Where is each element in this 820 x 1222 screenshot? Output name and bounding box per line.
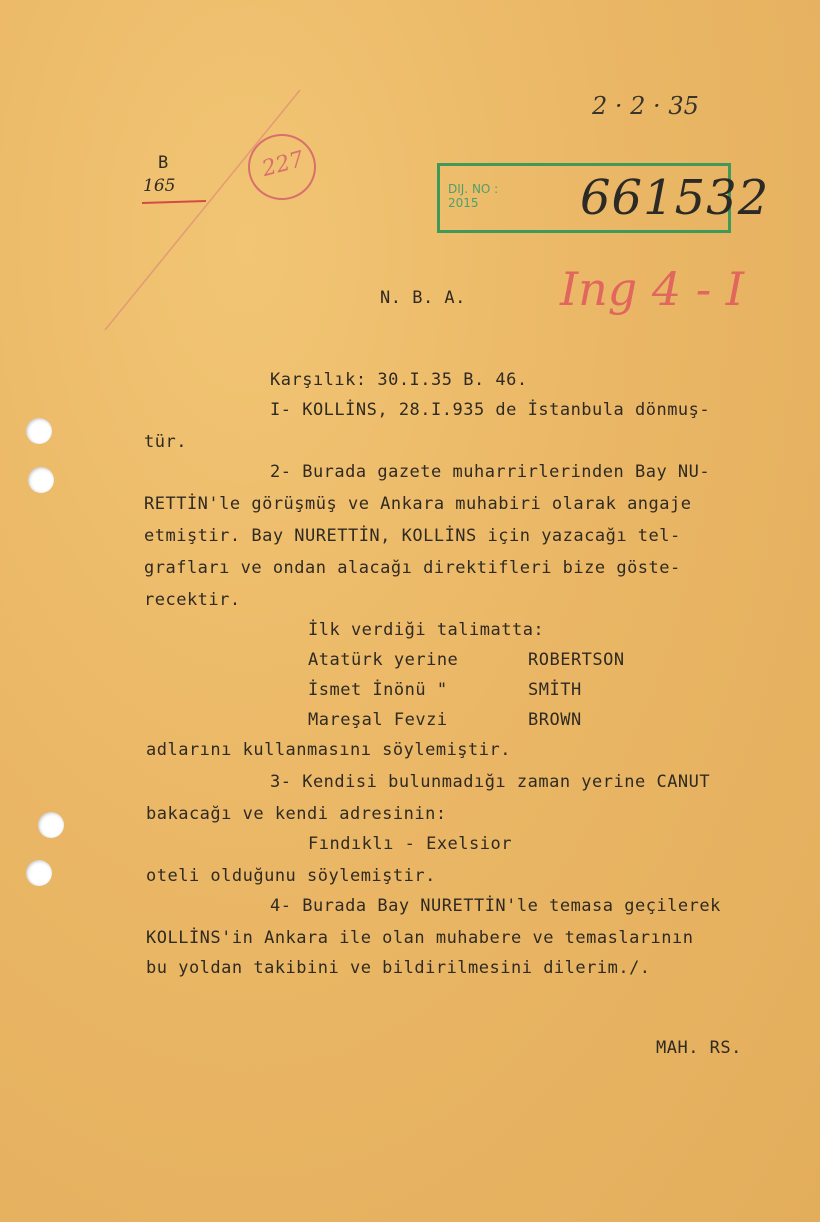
text-line: bu yoldan takibini ve bildirilmesini dilerim./. bbox=[146, 958, 651, 978]
text-line: bakacağı ve kendi adresinin: bbox=[146, 804, 447, 824]
text-line: 2- Burada gazete muharrirlerinden Bay NU- bbox=[270, 462, 711, 482]
stamp-label: DIJ. NO : 2015 bbox=[448, 182, 499, 210]
text-line: 4- Burada Bay NURETTİN'le temasa geçilerek bbox=[270, 896, 721, 916]
handwritten-code: Ing 4 - I bbox=[560, 262, 745, 316]
seal-number: 227 bbox=[259, 146, 307, 183]
text-line: grafları ve ondan alacağı direktifleri bize göste- bbox=[144, 558, 681, 578]
alias-name: Mareşal Fevzi bbox=[308, 710, 448, 730]
alias-name: Atatürk yerine bbox=[308, 650, 459, 670]
file-number: 165 bbox=[143, 176, 176, 196]
file-letter: B bbox=[158, 153, 169, 173]
text-line: 3- Kendisi bulunmadığı zaman yerine CANUT bbox=[270, 772, 711, 792]
red-circled-number bbox=[248, 134, 316, 200]
file-number-underline bbox=[140, 198, 210, 206]
text-line: etmiştir. Bay NURETTİN, KOLLİNS için yazacağı tel- bbox=[144, 526, 681, 546]
alias-code: BROWN bbox=[528, 710, 582, 730]
punch-hole bbox=[38, 812, 64, 838]
stamp-number: 661532 bbox=[580, 170, 770, 226]
text-line: tür. bbox=[144, 432, 187, 452]
registry-stamp bbox=[437, 163, 770, 233]
red-pencil-mark bbox=[100, 70, 330, 340]
signature: MAH. RS. bbox=[656, 1038, 742, 1058]
alias-name: İsmet İnönü " bbox=[308, 680, 448, 700]
text-line: oteli olduğunu söylemiştir. bbox=[146, 866, 436, 886]
punch-hole bbox=[26, 418, 52, 444]
text-line: adlarını kullanmasını söylemiştir. bbox=[146, 740, 511, 760]
punch-hole bbox=[26, 860, 52, 886]
text-line: RETTİN'le görüşmüş ve Ankara muhabiri olarak angaje bbox=[144, 494, 692, 514]
instructions-intro: İlk verdiği talimatta: bbox=[308, 620, 545, 640]
punch-hole bbox=[28, 467, 54, 493]
handwritten-date: 2 · 2 · 35 bbox=[592, 92, 699, 120]
text-line: recektir. bbox=[144, 590, 241, 610]
text-line: KOLLİNS'in Ankara ile olan muhabere ve temaslarının bbox=[146, 928, 694, 948]
alias-code: ROBERTSON bbox=[528, 650, 625, 670]
text-line: I- KOLLİNS, 28.I.935 de İstanbula dönmuş- bbox=[270, 400, 711, 420]
recipient-code: N. B. A. bbox=[380, 288, 466, 308]
reference-line: Karşılık: 30.I.35 B. 46. bbox=[270, 370, 528, 390]
alias-code: SMİTH bbox=[528, 680, 582, 700]
address-line: Fındıklı - Exelsior bbox=[308, 834, 512, 854]
